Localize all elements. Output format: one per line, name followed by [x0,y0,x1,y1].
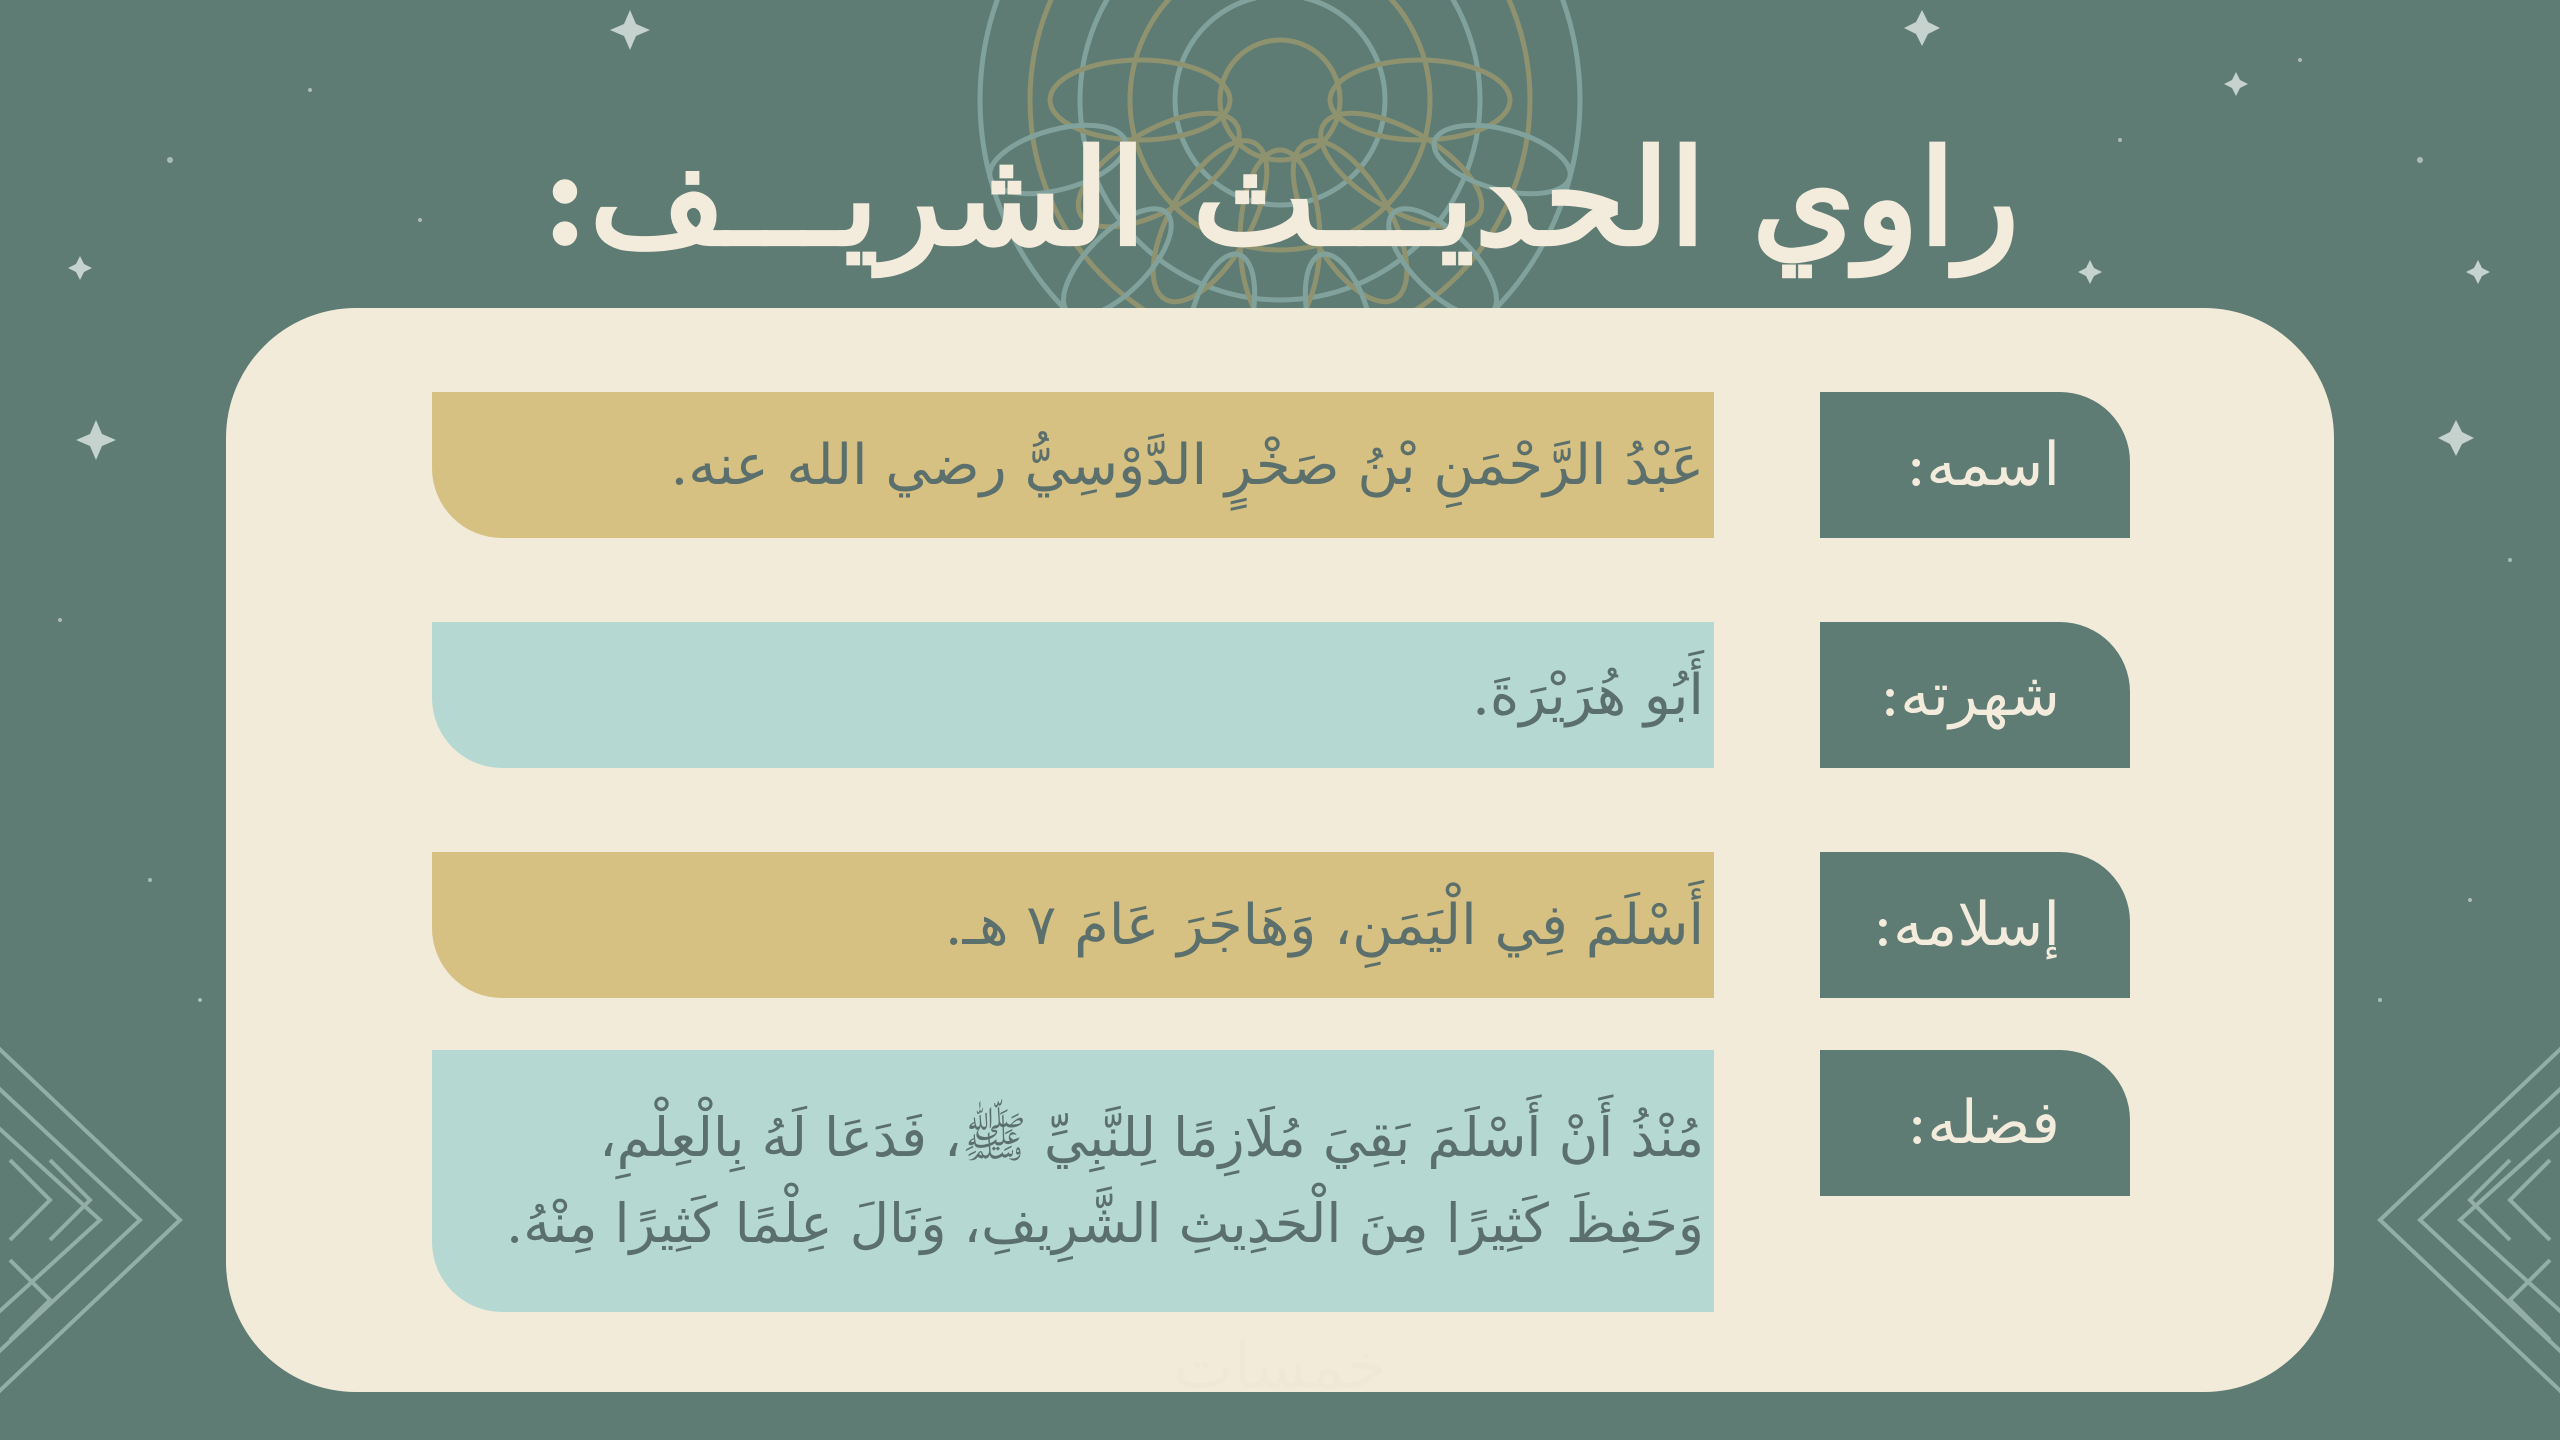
value-virtue [432,1050,1714,1312]
corner-ornament-right [2370,1040,2560,1400]
value-islam [432,852,1714,998]
value-virtue-text: مُنْذُ أَنْ أَسْلَمَ بَقِيَ مُلَازِمًا لِلنَّبِيِّ ﷺ، فَدَعَا لَهُ بِالْعِلْمِ، وَحَفِظَ كَثِيرًا مِنَ الْحَدِيثِ الشَّرِيفِ، وَنَالَ عِلْمًا كَثِيرًا مِنْهُ. [506,1105,1704,1255]
label-islam: إسلامه: [1820,852,2130,998]
value-name-text: عَبْدُ الرَّحْمَنِ بْنُ صَخْرٍ الدَّوْسِيُّ رضي الله عنه. [670,432,1704,498]
page-title: راوي الحديـــث الشريـــف: [540,121,2020,276]
label-fame: شهرته: [1820,622,2130,768]
corner-ornament-left [0,1040,190,1400]
value-islam-text: أَسْلَمَ فِي الْيَمَنِ، وَهَاجَرَ عَامَ ٧ هـ. [944,892,1704,958]
watermark: خمسات [1173,1330,1387,1404]
label-name: اسمه: [1820,392,2130,538]
label-virtue: فضله: [1820,1050,2130,1196]
info-card [226,308,2334,1392]
value-fame [432,622,1714,768]
value-name [432,392,1714,538]
value-fame-text: أَبُو هُرَيْرَةَ. [1472,662,1704,728]
